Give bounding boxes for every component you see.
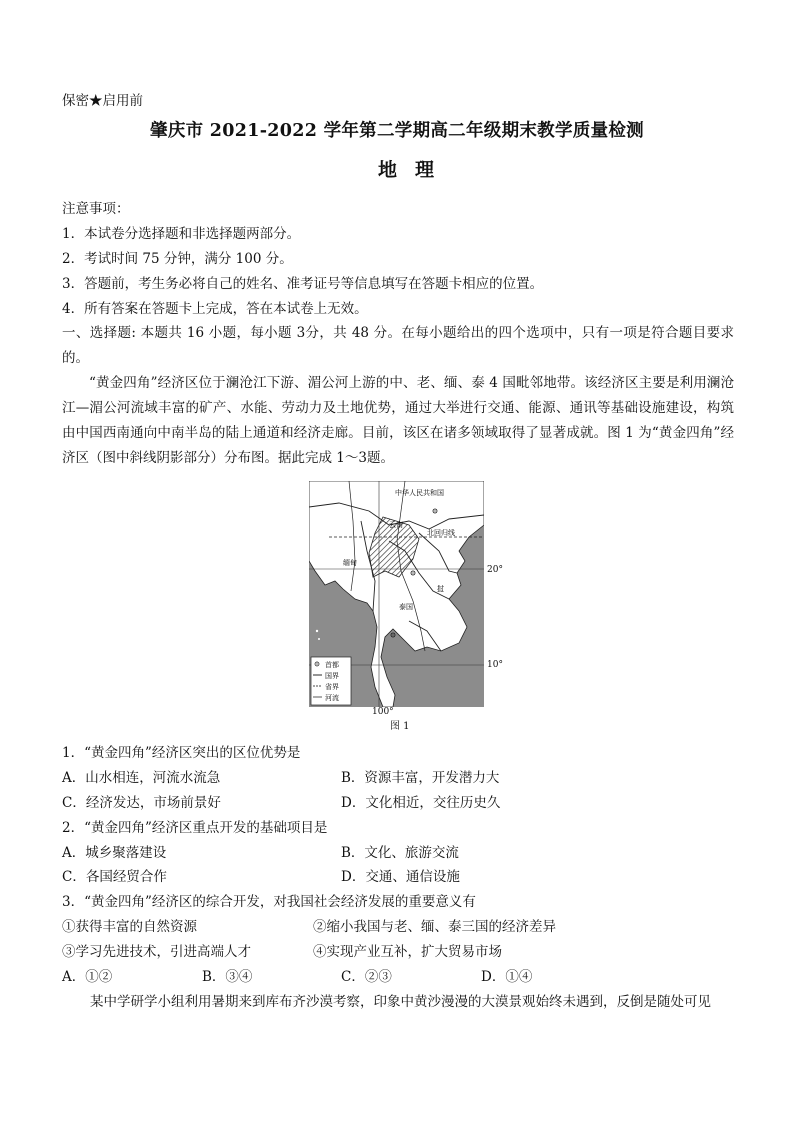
label-yunnan: 云南 <box>389 521 403 529</box>
figure-caption: 图 1 <box>390 721 410 732</box>
lat-10-label: 10° <box>487 660 503 670</box>
question-1-stem: 1．“黄金四角”经济区突出的区位优势是 <box>62 745 301 761</box>
q3-item-3: ③学习先进技术，引进高端人才 <box>62 944 251 960</box>
notes-heading: 注意事项： <box>62 201 130 217</box>
confidential-mark: 保密★启用前 <box>62 93 143 109</box>
q1-option-a[interactable]: A．山水相连，河流水流急 <box>62 770 221 786</box>
golden-quadrangle-map <box>309 481 484 707</box>
q3-option-b[interactable]: B．③④ <box>202 969 253 985</box>
q1-option-d[interactable]: D．文化相近，交往历史久 <box>341 795 501 811</box>
question-3-stem: 3．“黄金四角”经济区的综合开发，对我国社会经济发展的重要意义有 <box>62 894 476 910</box>
lat-20-label: 20° <box>487 565 503 575</box>
label-thailand: 泰国 <box>399 603 413 611</box>
q1-option-b[interactable]: B．资源丰富，开发潜力大 <box>341 770 500 786</box>
label-laos: 挝 <box>437 585 444 593</box>
passage-golden-quadrangle: “黄金四角”经济区位于澜沧江下游、湄公河上游的中、老、缅、泰 4 国毗邻地带。该经济区主要是利用澜沧江—湄公河流域丰富的矿产、水能、劳动力及土地优势，通过大举进行交通、能源、通讯等基础设施建设，构筑由中国西南通向中南半岛的陆上通道和经济走廊。目前，该区在诸多领域取得了显著成就。图 1 为“黄金四角”经济区（图中斜线阴影部分）分布图。据此完成 1～3题。 <box>62 375 734 466</box>
label-myanmar: 缅甸 <box>343 559 357 567</box>
q2-option-c[interactable]: C．各国经贸合作 <box>62 869 167 885</box>
q3-item-4: ④实现产业互补，扩大贸易市场 <box>313 944 502 960</box>
label-china: 中华人民共和国 <box>395 489 444 497</box>
q3-item-1: ①获得丰富的自然资源 <box>62 919 197 935</box>
legend-capital: 首都 <box>325 661 339 669</box>
q2-option-a[interactable]: A．城乡聚落建设 <box>62 845 167 861</box>
q3-option-a[interactable]: A．①② <box>62 969 113 985</box>
note-item: 4．所有答案在答题卡上完成，答在本试卷上无效。 <box>62 301 368 317</box>
lon-100-label: 100° <box>372 707 394 717</box>
q1-option-c[interactable]: C．经济发达，市场前景好 <box>62 795 221 811</box>
legend-province: 省界 <box>325 683 339 691</box>
q2-option-d[interactable]: D．交通、通信设施 <box>341 869 460 885</box>
exam-title: 肇庆市 2021-2022 学年第二学期高二年级期末教学质量检测 <box>150 121 644 141</box>
q2-option-b[interactable]: B．文化、旅游交流 <box>341 845 459 861</box>
note-item: 1．本试卷分选择题和非选择题两部分。 <box>62 226 301 242</box>
passage-kubuqi: 某中学研学小组利用暑期来到库布齐沙漠考察，印象中黄沙漫漫的大漠景观始终未遇到，反倒是随处可见 <box>90 994 711 1010</box>
note-item: 3．答题前，考生务必将自己的姓名、准考证号等信息填写在答题卡相应的位置。 <box>62 276 544 292</box>
question-2-stem: 2．“黄金四角”经济区重点开发的基础项目是 <box>62 820 328 836</box>
subject-title: 地理 <box>377 159 452 181</box>
q3-option-d[interactable]: D．①④ <box>481 969 533 985</box>
q3-option-c[interactable]: C．②③ <box>341 969 392 985</box>
section-intro: 一、选择题: 本题共 16 小题，每小题 3分，共 48 分。在每小题给出的四个选项中，只有一项是符合题目要求的。 <box>62 325 734 366</box>
legend-river: 河流 <box>325 694 339 702</box>
label-tropic: 北回归线 <box>427 529 455 537</box>
map-svg <box>309 481 484 707</box>
note-item: 2．考试时间 75 分钟，满分 100 分。 <box>62 251 293 267</box>
q3-item-2: ②缩小我国与老、缅、泰三国的经济差异 <box>313 919 556 935</box>
legend-border: 国界 <box>325 672 339 680</box>
